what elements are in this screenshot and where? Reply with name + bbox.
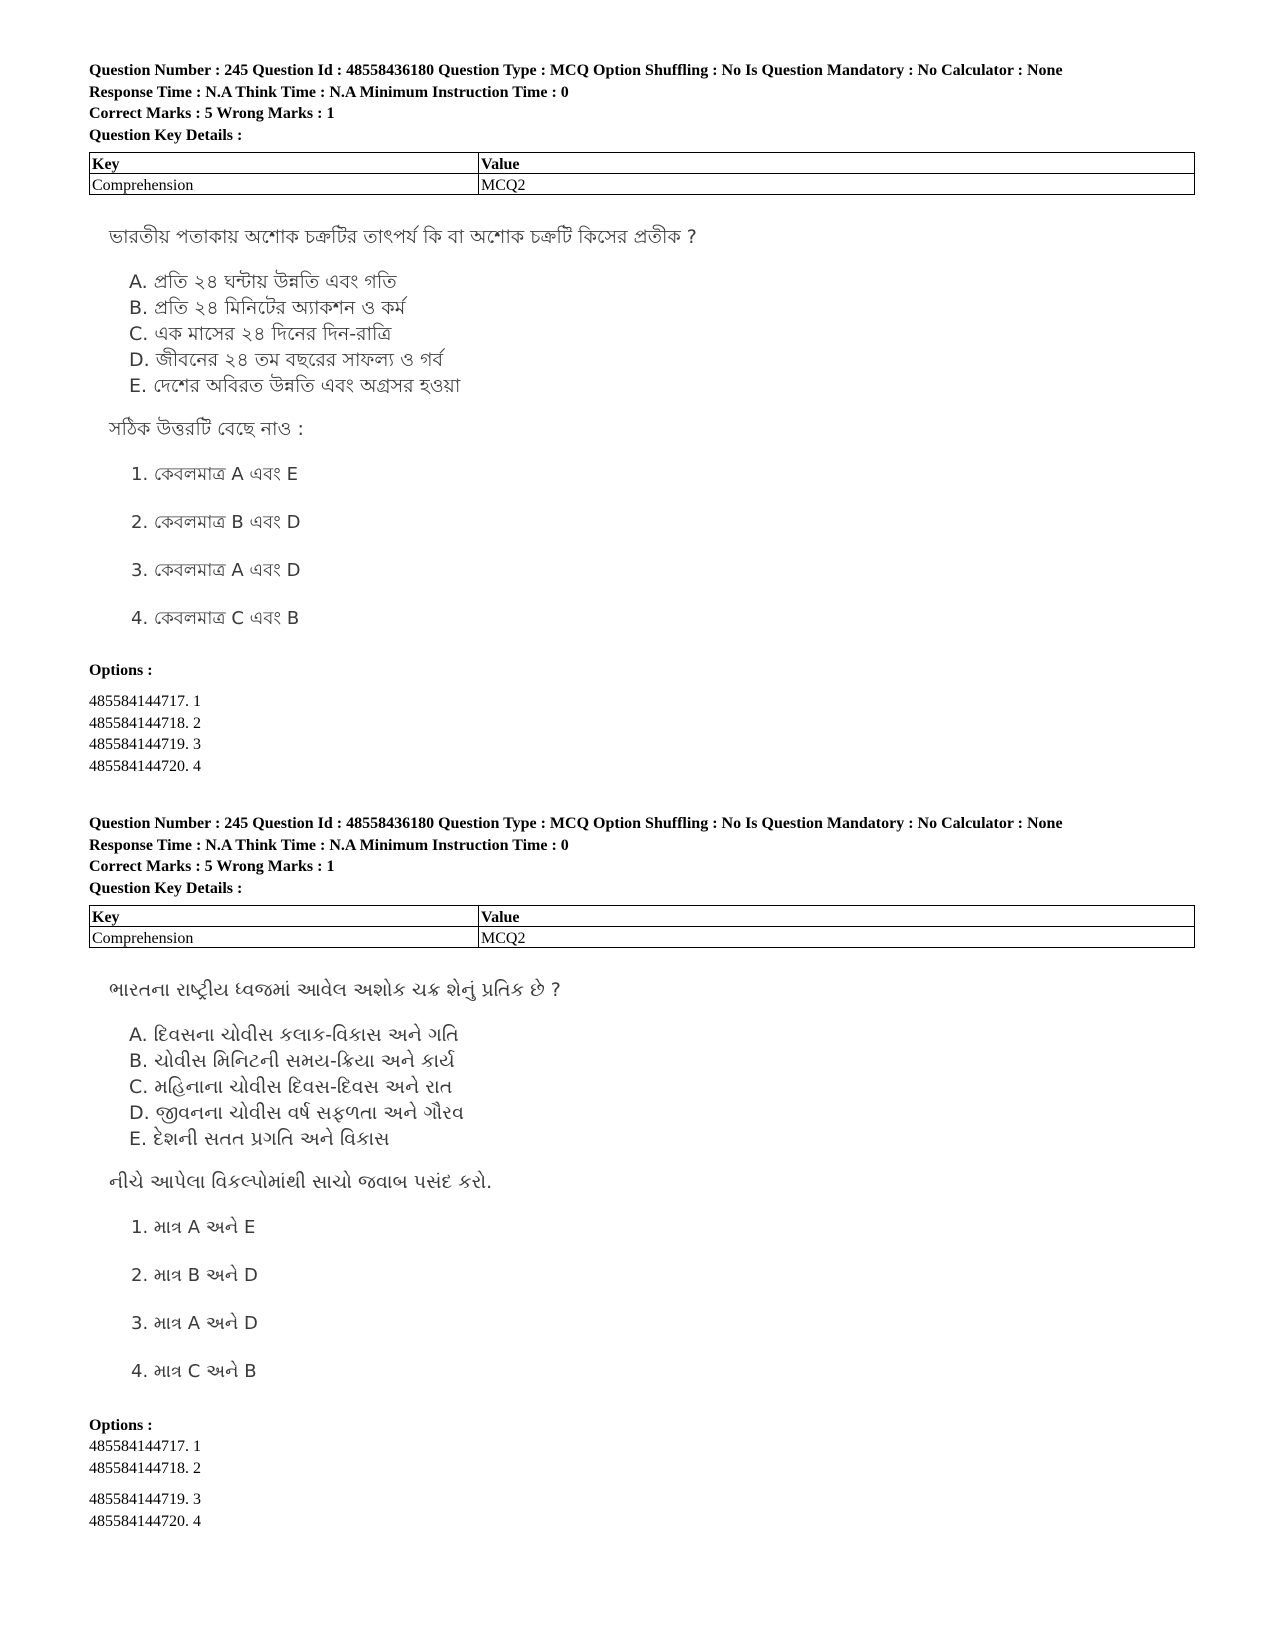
- options-label: Options :: [89, 662, 153, 679]
- option-item: 485584144718. 2: [89, 714, 201, 732]
- table-header-key: Key: [90, 153, 479, 174]
- question-text: ভারতীয় পতাকায় অশোক চক্রটির তাৎপর্য কি বা অশোক চক্রটি কিসের প্রতীক ?: [109, 226, 697, 248]
- table-header-value: Value: [479, 906, 1195, 927]
- choice-list: [131, 1216, 1195, 1384]
- statement-item: E. દેશની સતત પ્રગતિ અને વિકાસ: [129, 1128, 390, 1150]
- choice-item: 4. কেবলমাত্র C এবং B: [131, 608, 300, 629]
- question-meta: [89, 813, 1195, 899]
- question-key-table: [89, 905, 1195, 948]
- choice-item: 3. માત્ર A અને D: [131, 1313, 258, 1334]
- table-cell-value: MCQ2: [479, 174, 1195, 195]
- option-item: 485584144717. 1: [89, 1438, 201, 1455]
- meta-line-response-time: Response Time : N.A Think Time : N.A Minimum Instruction Time : 0: [89, 83, 569, 101]
- table-row: [90, 174, 1195, 195]
- meta-line-question-info: Question Number : 245 Question Id : 48558436180 Question Type : MCQ Option Shuffling : No Is Question Mandatory : No Calculator : None: [89, 62, 1063, 79]
- option-item: 485584144719. 3: [89, 736, 201, 753]
- choice-item: 3. কেবলমাত্র A এবং D: [131, 560, 301, 581]
- choice-item: 4. માત્ર C અને B: [131, 1361, 257, 1382]
- table-cell-key: Comprehension: [90, 927, 479, 948]
- meta-line-key-details: Question Key Details :: [89, 126, 243, 144]
- options-list: [89, 1436, 1195, 1532]
- question-block-1: [89, 60, 1195, 655]
- statement-item: E. দেশের অবিরত উন্নতি এবং অগ্রসর হওয়া: [129, 375, 461, 397]
- choice-item: 2. কেবলমাত্র B এবং D: [131, 512, 301, 533]
- options-section-2: [89, 1415, 1195, 1532]
- table-cell-key: Comprehension: [90, 174, 479, 195]
- question-key-table: [89, 152, 1195, 195]
- instruction-text: সঠিক উত্তরটি বেছে নাও :: [109, 418, 304, 440]
- question-meta: [89, 60, 1195, 146]
- option-item: 485584144720. 4: [89, 757, 201, 775]
- question-text: ભારતના રાષ્ટ્રીય ધ્વજમાં આવેલ અશોક ચક્ર શેનું પ્રતિક છે ?: [109, 979, 561, 1001]
- statement-list: [129, 1022, 1195, 1152]
- statement-item: D. જીવનના ચોવીસ વર્ષ સફળતા અને ગૌરવ: [129, 1102, 464, 1124]
- table-header-row: [90, 153, 1195, 174]
- question-block-2: [89, 813, 1195, 1408]
- question-image: [109, 978, 1195, 1384]
- statement-item: B. ચોવીસ મિનિટની સમય-ક્રિયા અને કાર્ય: [129, 1050, 455, 1072]
- choice-list: [131, 463, 1195, 631]
- instruction-text: નીચે આપેલા વિકલ્પોમાંથી સાચો જવાબ પસંદ કરો.: [109, 1171, 493, 1193]
- question-image: [109, 225, 1195, 631]
- option-item: 485584144719. 3: [89, 1491, 201, 1508]
- choice-item: 2. માત્ર B અને D: [131, 1265, 258, 1286]
- statement-item: D. জীবনের ২৪ তম বছরের সাফল্য ও গর্ব: [129, 349, 444, 371]
- meta-line-response-time: Response Time : N.A Think Time : N.A Minimum Instruction Time : 0: [89, 836, 569, 854]
- statement-item: A. প্রতি ২৪ ঘন্টায় উন্নতি এবং গতি: [129, 271, 397, 293]
- meta-line-question-info: Question Number : 245 Question Id : 48558436180 Question Type : MCQ Option Shuffling : No Is Question Mandatory : No Calculator : None: [89, 815, 1063, 832]
- statement-item: A. દિવસના ચોવીસ કલાક-વિકાસ અને ગતિ: [129, 1024, 459, 1046]
- options-section-1: [89, 660, 1195, 777]
- option-item: 485584144718. 2: [89, 1459, 201, 1477]
- choice-item: 1. কেবলমাত্র A এবং E: [131, 464, 298, 485]
- table-cell-value: MCQ2: [479, 927, 1195, 948]
- options-label: Options :: [89, 1417, 153, 1434]
- choice-item: 1. માત્ર A અને E: [131, 1217, 256, 1238]
- table-header-key: Key: [90, 906, 479, 927]
- table-row: [90, 927, 1195, 948]
- option-item: 485584144717. 1: [89, 693, 201, 710]
- statement-list: [129, 269, 1195, 399]
- table-header-row: [90, 906, 1195, 927]
- option-item: 485584144720. 4: [89, 1512, 201, 1530]
- statement-item: C. এক মাসের ২৪ দিনের দিন-রাত্রি: [129, 323, 392, 345]
- meta-line-marks: Correct Marks : 5 Wrong Marks : 1: [89, 105, 335, 122]
- statement-item: C. મહિનાના ચોવીસ દિવસ-દિવસ અને રાત: [129, 1076, 453, 1098]
- statement-item: B. প্রতি ২৪ মিনিটের অ্যাকশন ও কর্ম: [129, 297, 406, 319]
- meta-line-marks: Correct Marks : 5 Wrong Marks : 1: [89, 858, 335, 875]
- options-list: [89, 691, 1195, 777]
- table-header-value: Value: [479, 153, 1195, 174]
- meta-line-key-details: Question Key Details :: [89, 879, 243, 897]
